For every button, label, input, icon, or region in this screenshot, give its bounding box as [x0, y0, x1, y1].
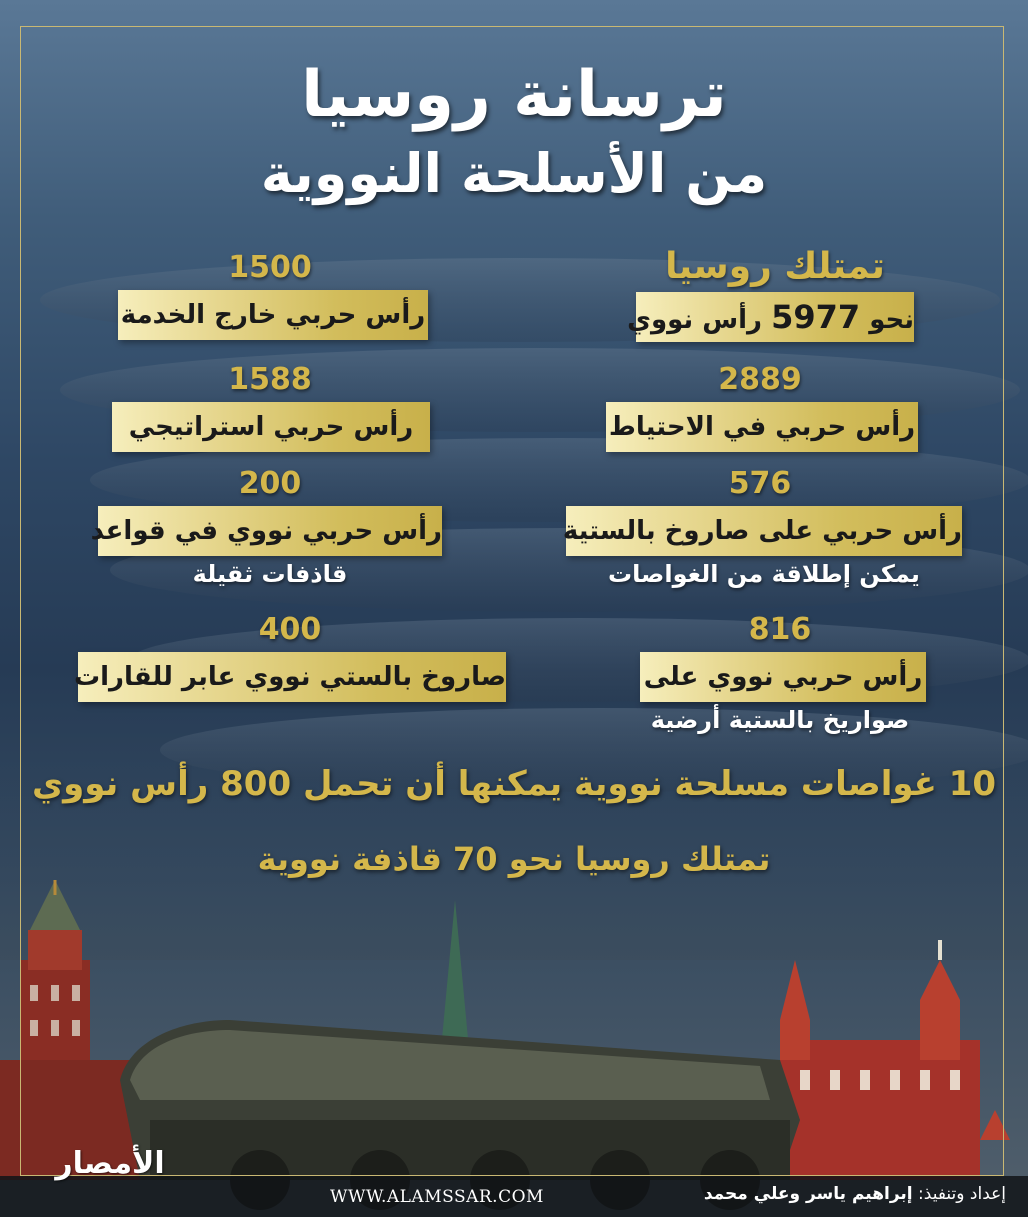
credit-prefix: إعداد وتنفيذ:: [918, 1184, 1006, 1204]
page-title: ترسانة روسيا: [301, 58, 727, 132]
stat-value: 2889: [718, 362, 802, 397]
total-prefix: نحو: [869, 305, 914, 335]
stat-label-pill: رأس حربي في الاحتياط: [606, 402, 918, 452]
stat-label-pill: رأس حربي خارج الخدمة: [118, 290, 428, 340]
stat-value: 400: [258, 612, 322, 647]
credit-names: إبراهيم ياسر وعلي محمد: [703, 1184, 913, 1204]
stat-label-pill: رأس حربي على صاروخ بالستية: [566, 506, 962, 556]
left-heading: تمتلك روسيا: [665, 246, 885, 287]
stat-value: 1500: [228, 250, 312, 285]
stat-value: 576: [728, 466, 792, 501]
stat-value: 200: [238, 466, 302, 501]
stat-label-pill: رأس حربي نووي في قواعد: [98, 506, 442, 556]
left-kremlin-tower: [0, 880, 140, 1180]
stat-sub-label: صواريخ بالستية أرضية: [650, 706, 910, 734]
total-suffix: رأس نووي: [627, 305, 762, 335]
stat-label-pill: رأس حربي استراتيجي: [112, 402, 430, 452]
footer-website-link[interactable]: WWW.ALAMSSAR.COM: [330, 1187, 544, 1207]
footer-credit: [704, 1184, 1006, 1204]
right-historical-museum: [780, 940, 1010, 1180]
total-number: 5977: [771, 298, 861, 336]
stat-label-pill: صاروخ بالستي نووي عابر للقارات: [78, 652, 506, 702]
stat-sub-label: قاذفات ثقيلة: [192, 560, 348, 588]
page-subtitle: من الأسلحة النووية: [260, 142, 768, 205]
stat-value: 1588: [228, 362, 312, 397]
fact-submarines: 10 غواصات مسلحة نووية يمكنها أن تحمل 800 رأس نووي: [31, 764, 997, 804]
stat-value: 816: [748, 612, 812, 647]
total-warheads-pill: [627, 292, 914, 342]
stat-label-pill: رأس حربي نووي على: [640, 652, 926, 702]
alamssar-logo: [50, 1146, 170, 1186]
logo-text: الأمصار: [55, 1146, 165, 1181]
stat-sub-label: يمكن إطلاقة من الغواصات: [608, 560, 920, 588]
fact-bombers: تمتلك روسيا نحو 70 قاذفة نووية: [257, 840, 771, 878]
